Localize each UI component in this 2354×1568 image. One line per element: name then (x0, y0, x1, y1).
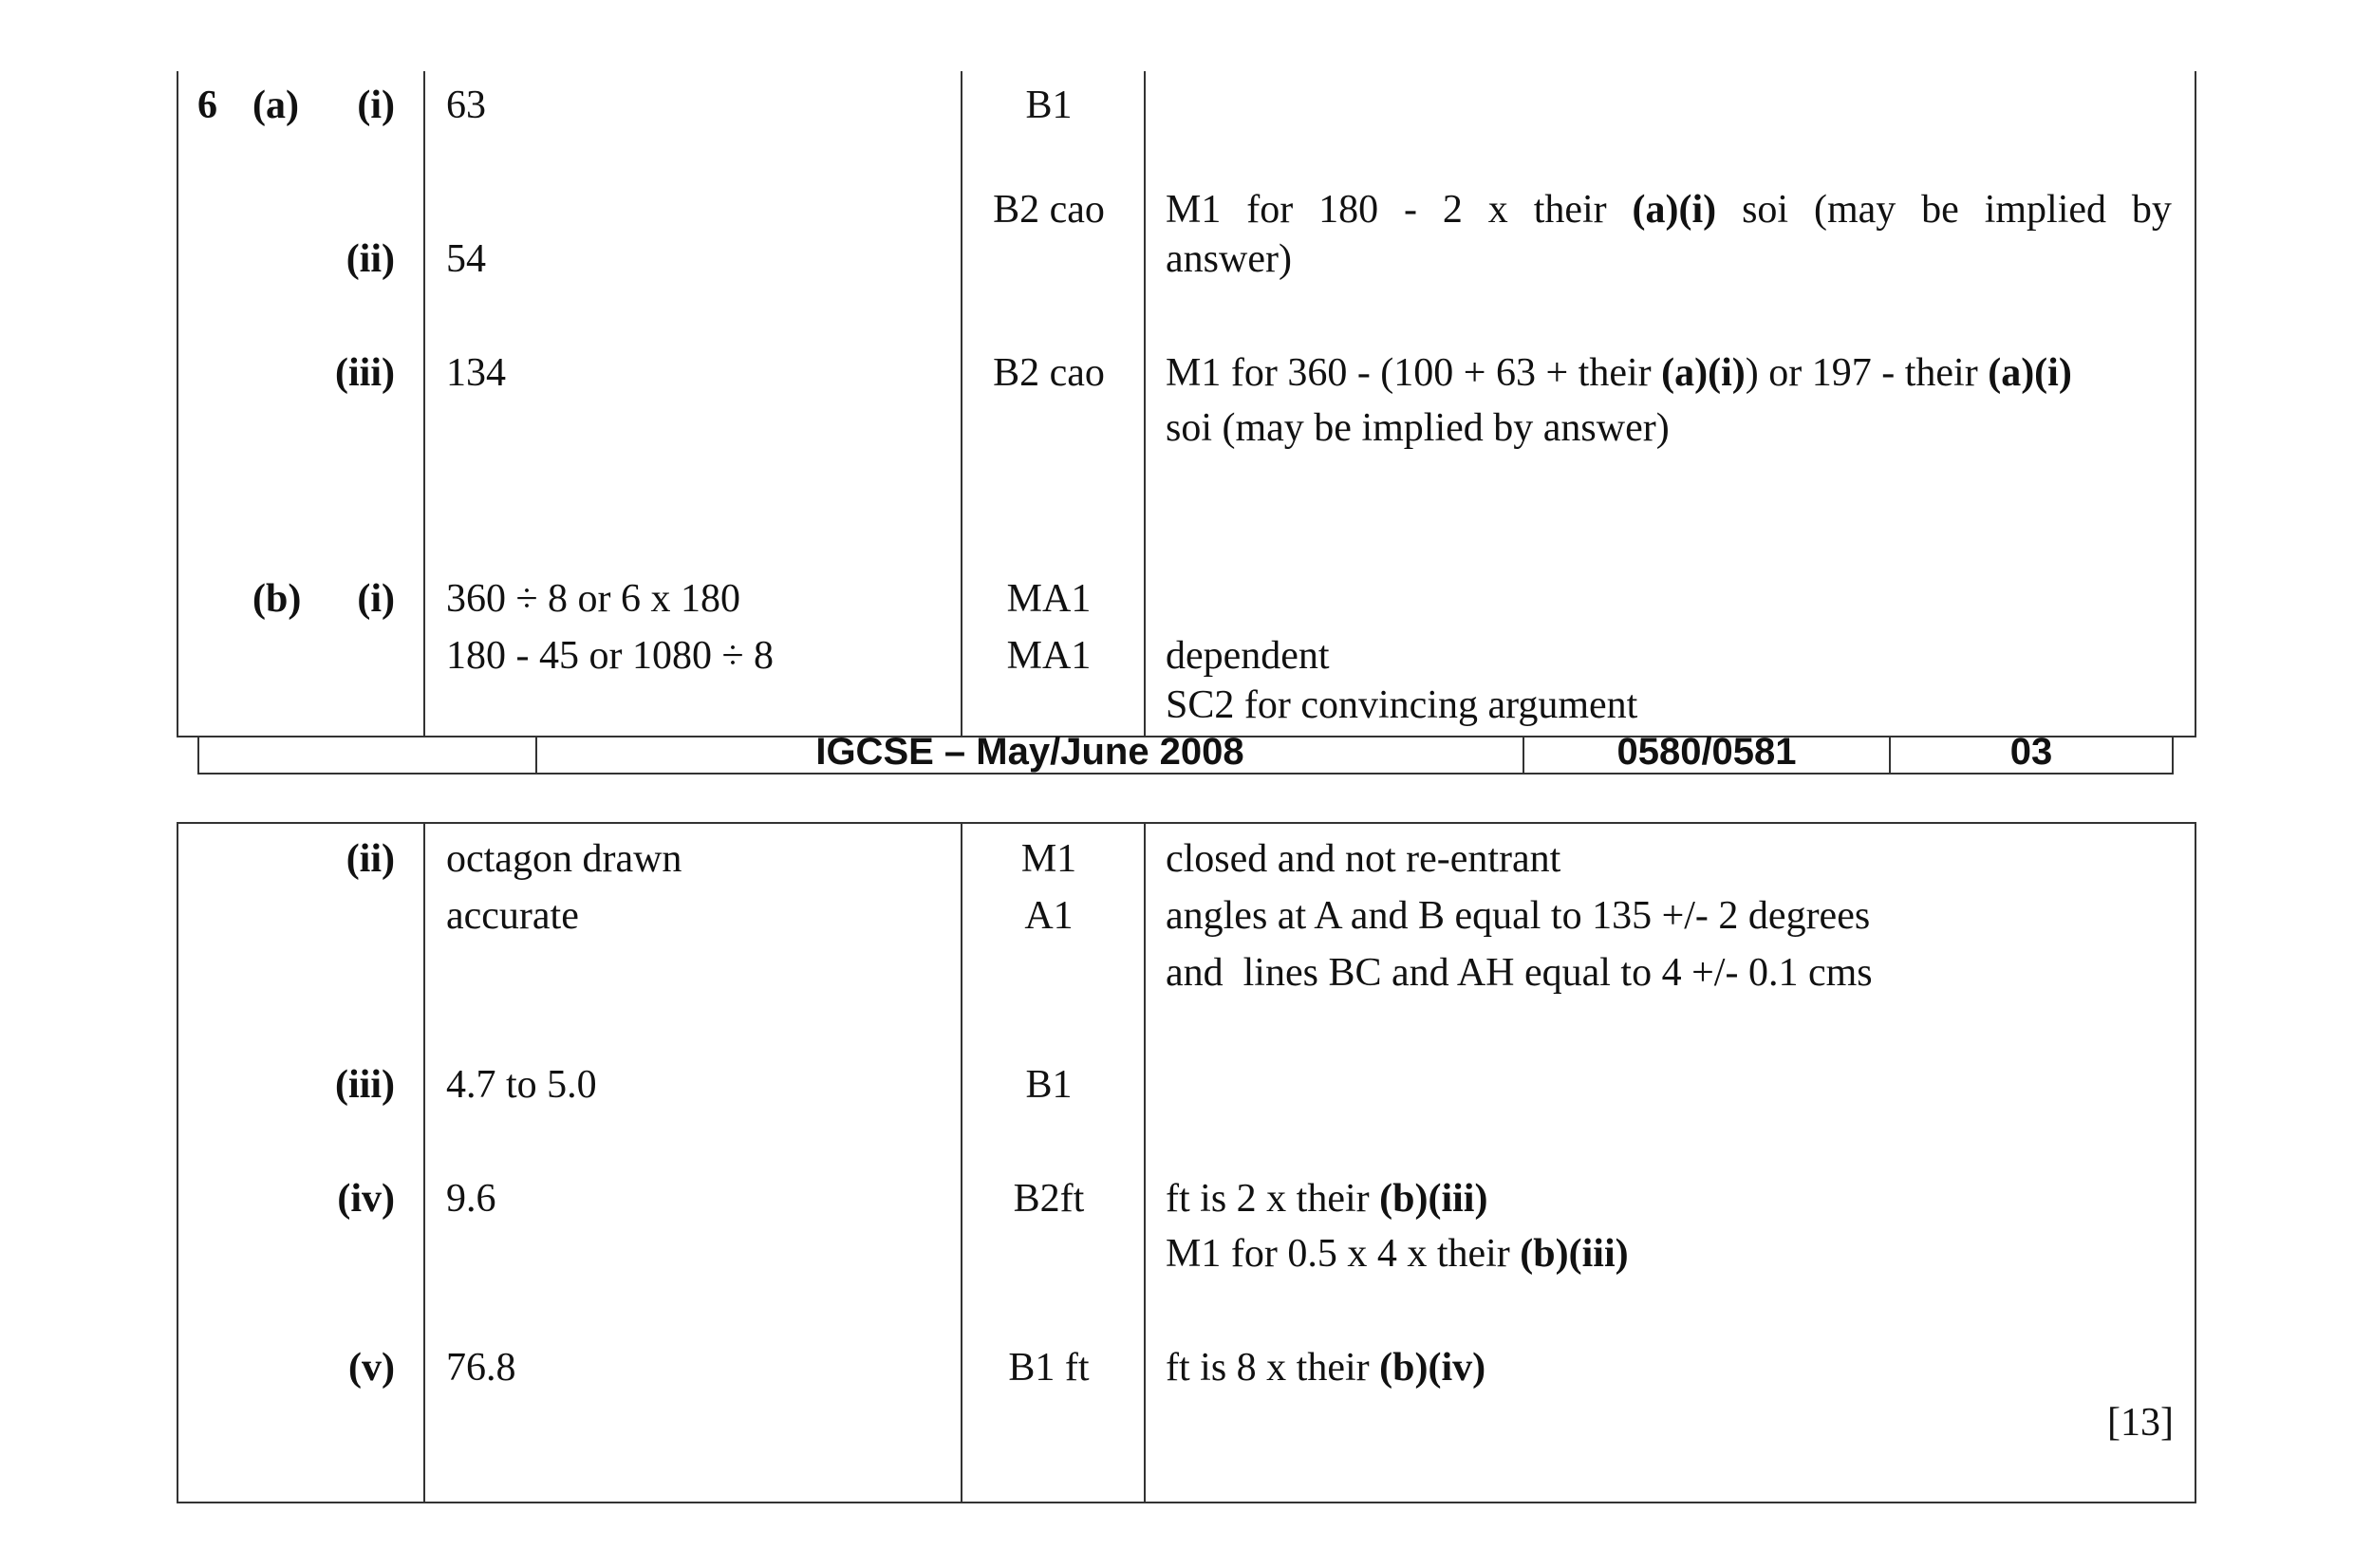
column-divider-answer (423, 71, 425, 737)
footer-border-left (197, 737, 199, 775)
mark-b-i-line2: MA1 (1006, 634, 1092, 678)
mark-b-i-line1: MA1 (1006, 577, 1092, 621)
footer-border-right (2172, 737, 2174, 775)
mark-a-iii: B2 cao (993, 351, 1105, 395)
guidance-b-v-line1: ft is 8 x their (b)(iv) (1166, 1346, 1486, 1390)
sub-label-b-iii: (iii) (335, 1063, 395, 1107)
guidance-a-iii-line1: M1 for 360 - (100 + 63 + their (a)(i)) or 197 - their (a)(i) (1166, 351, 2072, 395)
sub-label-b-v: (v) (348, 1346, 395, 1390)
question-number: 6 (197, 84, 217, 127)
mark-a-ii: B2 cao (993, 188, 1105, 232)
footer-code: 0580/0581 (1616, 731, 1797, 773)
guidance-b-ii-line3: and lines BC and AH equal to 4 +/- 0.1 cms (1166, 951, 1873, 995)
answer-b-ii-line2: accurate (446, 894, 579, 938)
mark-b-ii-line1: M1 (1020, 837, 1077, 881)
guidance-b-i-line1: dependent (1166, 634, 1330, 678)
part-label-a: (a) (252, 84, 299, 127)
answer-a-iii: 134 (446, 351, 506, 395)
answer-b-i-line2: 180 - 45 or 1080 ÷ 8 (446, 634, 775, 678)
guidance-a-iii-line2: soi (may be implied by answer) (1166, 406, 1670, 450)
footer-title: IGCSE – May/June 2008 (815, 731, 1244, 773)
answer-b-v: 76.8 (446, 1346, 516, 1390)
table2-border-top (177, 822, 2196, 824)
guidance-a-ii-line1: M1 for 180 - 2 x their (a)(i) soi (may be implied by (1166, 188, 2172, 232)
mark-b-v: B1 ft (1008, 1346, 1090, 1390)
table-border-left (177, 71, 178, 737)
sub-label-a-iii: (iii) (335, 351, 395, 395)
mark-b-iii: B1 (1025, 1063, 1073, 1107)
part-label-b: (b) (252, 577, 302, 621)
footer-paper: 03 (2009, 731, 2053, 773)
guidance-b-iv-line2: M1 for 0.5 x 4 x their (b)(iii) (1166, 1232, 1629, 1276)
mark-b-ii-line2: A1 (1024, 894, 1074, 938)
answer-b-ii-line1: octagon drawn (446, 837, 682, 881)
table2-divider-answer (423, 822, 425, 1503)
mark-b-iv: B2ft (1013, 1177, 1085, 1221)
table-border-right (2195, 71, 2196, 737)
table2-divider-guidance (1144, 822, 1146, 1503)
table2-border-right (2195, 822, 2196, 1503)
guidance-a-ii-line2: answer) (1166, 237, 1292, 281)
answer-b-iii: 4.7 to 5.0 (446, 1063, 597, 1107)
footer-border-bottom (197, 773, 2174, 775)
guidance-b-i-line2: SC2 for convincing argument (1166, 683, 1638, 727)
total-marks: [13] (2107, 1401, 2174, 1445)
answer-a-i: 63 (446, 84, 486, 127)
guidance-b-iv-line1: ft is 2 x their (b)(iii) (1166, 1177, 1488, 1221)
table2-border-bottom (177, 1502, 2196, 1503)
answer-a-ii: 54 (446, 237, 486, 281)
sub-label-b-iv: (iv) (337, 1177, 395, 1221)
sub-label-a-ii: (ii) (346, 237, 395, 281)
sub-label-b-i: (i) (357, 577, 395, 621)
sub-label-a-i: (i) (357, 84, 395, 127)
answer-b-iv: 9.6 (446, 1177, 496, 1221)
mark-a-i: B1 (1025, 84, 1073, 127)
answer-b-i-line1: 360 ÷ 8 or 6 x 180 (446, 577, 741, 621)
table2-border-left (177, 822, 178, 1503)
guidance-b-ii-line1: closed and not re-entrant (1166, 837, 1561, 881)
sub-label-b-ii: (ii) (346, 837, 395, 881)
column-divider-guidance (1144, 71, 1146, 737)
guidance-b-ii-line2: angles at A and B equal to 135 +/- 2 degrees (1166, 894, 1871, 938)
